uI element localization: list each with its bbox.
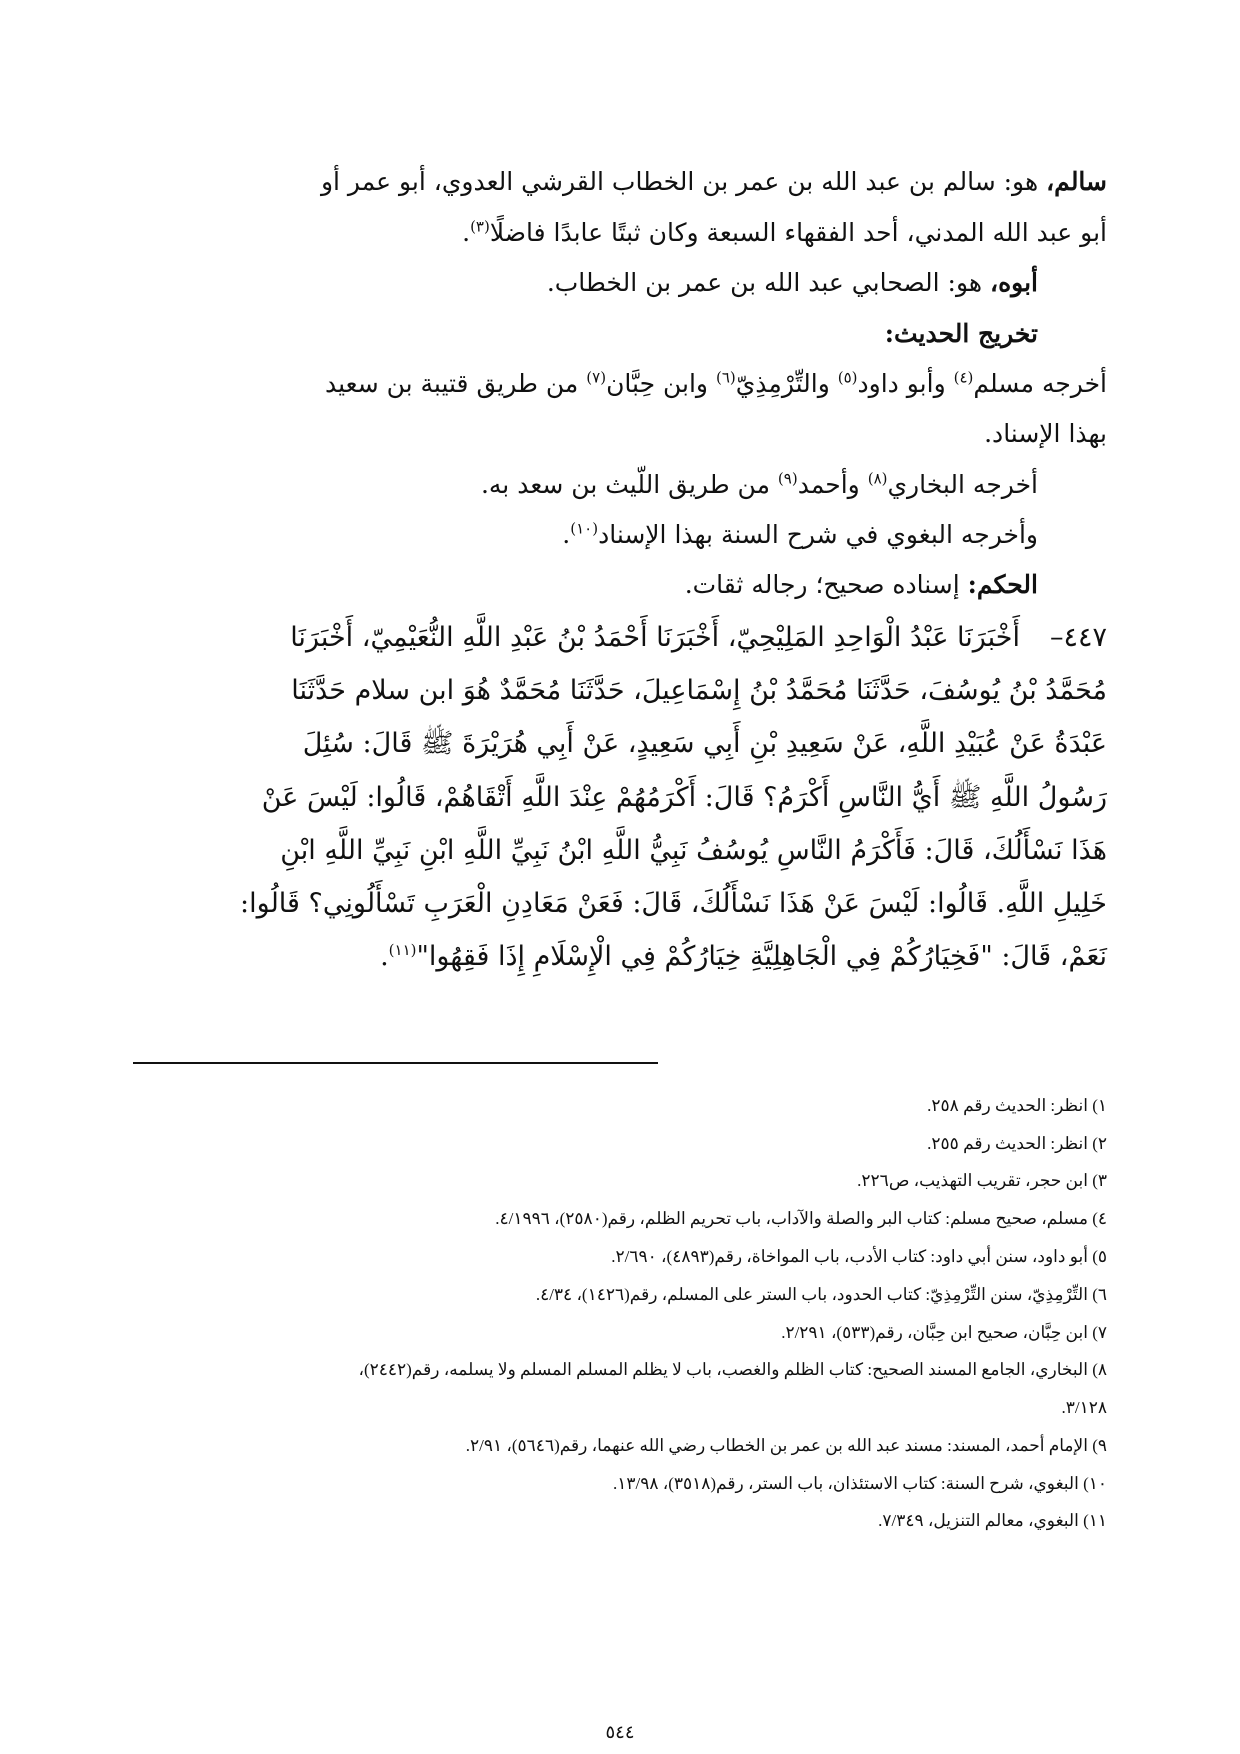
hadith-line-6: خَلِيلِ اللَّهِ. قَالُوا: لَيْسَ عَنْ هَذَا نَسْأَلُكَ، قَالَ: فَعَنْ مَعَادِنِ الْعَرَبِ تَسْأَلُونِي؟ قَالُوا:: [240, 888, 1107, 919]
takhrij-line-3: أخرجه البخاري$^{(٨)}$ وأحمد$^{(٩)}$ من طريق اللّيث بن سعد به.: [480, 469, 1038, 499]
footnote-ref-10[interactable]: (١٠): [570, 519, 599, 538]
page-number: ٥٤٤: [605, 1722, 635, 1742]
hadith-line-3: عَبْدَةُ عَنْ عُبَيْدِ اللَّهِ، عَنْ سَعِيدِ بْنِ أَبِي سَعِيدٍ، عَنْ أَبِي هُرَيْرَةَ ﷺ قَالَ: سُئِلَ: [302, 728, 1107, 759]
footnote-4: ٤) مسلم، صحيح مسلم: كتاب البر والصلة والآداب، باب تحريم الظلم، رقم(٢٥٨٠)، ٤/١٩٩٦.: [495, 1209, 1107, 1228]
takhrij-line-1: أخرجه مسلم$^{(٤)}$ وأبو داود$^{(٥)}$ والتِّرْمِذِيّ$^{(٦)}$ وابن حِبَّان$^{(٧)}$ من طريق قتيبة بن سعيد: [324, 368, 1107, 398]
footnote-8-continued: ٣/١٢٨.: [1061, 1398, 1107, 1417]
hadith-line-1: أَخْبَرَنَا عَبْدُ الْوَاحِدِ المَلِيْحِيّ، أَخْبَرَنَا أَحْمَدُ بْنُ عَبْدِ اللَّهِ النُّعَيْمِيّ، أَخْبَرَنَا: [290, 622, 1020, 653]
footnote-11: ١١) البغوي، معالم التنزيل، ٧/٣٤٩.: [878, 1511, 1107, 1530]
footnote-ref-8[interactable]: (٨): [867, 469, 888, 488]
father-line: [547, 263, 1038, 303]
salim-text-2: أبو عبد الله المدني، أحد الفقهاء السبعة وكان ثبتًا عابدًا فاضلًا: [489, 218, 1107, 247]
footnote-separator: [133, 1062, 658, 1064]
hukm-label: الحكم:: [967, 570, 1038, 599]
hadith-line-7: نَعَمْ، قَالَ: "فَخِيَارُكُمْ فِي الْجَاهِلِيَّةِ خِيَارُكُمْ فِي الْإِسْلَامِ إِذَا فَقِهُوا"$^{(١١)}$.: [380, 941, 1107, 972]
hadith-number: ٤٤٧–: [1049, 622, 1107, 653]
footnote-9: ٩) الإمام أحمد، المسند: مسند عبد الله بن عمر بن الخطاب رضي الله عنهما، رقم(٥٦٤٦)، ٢/٩١.: [465, 1436, 1107, 1455]
hadith-line-4: رَسُولُ اللَّهِ ﷺ أَيُّ النَّاسِ أَكْرَمُ؟ قَالَ: أَكْرَمُهُمْ عِنْدَ اللَّهِ أَتْقَاهُمْ، قَالُوا: لَيْسَ عَنْ: [261, 782, 1107, 813]
footnote-ref-4[interactable]: (٤): [953, 368, 974, 387]
footnote-ref-9[interactable]: (٩): [777, 469, 798, 488]
footnote-ref-5[interactable]: (٥): [837, 368, 858, 387]
salim-line-1: [132, 162, 1107, 202]
footnote-ref-6[interactable]: (٦): [715, 368, 736, 387]
footnote-ref-11[interactable]: (١١): [388, 941, 417, 959]
hadith-line-5: هَذَا نَسْأَلُكَ، قَالَ: فَأَكْرَمُ النَّاسِ يُوسُفُ نَبِيُّ اللَّهِ ابْنُ نَبِيِّ اللَّهِ ابْنِ نَبِيِّ اللَّهِ ابْنِ: [280, 835, 1107, 866]
takhrij-line-2: بهذا الإسناد.: [984, 419, 1107, 448]
salim-label: سالم،: [1046, 167, 1107, 196]
footnote-5: ٥) أبو داود، سنن أبي داود: كتاب الأدب، باب المواخاة، رقم(٤٨٩٣)، ٢/٦٩٠.: [611, 1247, 1107, 1266]
footnote-3: ٣) ابن حجر، تقريب التهذيب، ص٢٢٦.: [857, 1171, 1107, 1190]
salim-text-1: هو: سالم بن عبد الله بن عمر بن الخطاب القرشي العدوي، أبو عمر أو: [320, 167, 1047, 196]
footnote-ref-3[interactable]: (٣): [470, 217, 490, 236]
father-label: أبوه،: [990, 268, 1038, 297]
footnote-8: ٨) البخاري، الجامع المسند الصحيح: كتاب الظلم والغصب، باب لا يظلم المسلم المسلم ولا يسلمه، رقم(٢٤٤٢)،: [358, 1360, 1107, 1379]
footnote-1: ١) انظر: الحديث رقم ٢٥٨.: [927, 1096, 1107, 1115]
salim-line-2: أبو عبد الله المدني، أحد الفقهاء السبعة وكان ثبتًا عابدًا فاضلًا$^{(٣)}$.: [462, 217, 1107, 247]
footnote-10: ١٠) البغوي، شرح السنة: كتاب الاستئذان، باب الستر، رقم(٣٥١٨)، ١٣/٩٨.: [612, 1474, 1107, 1493]
footnote-2: ٢) انظر: الحديث رقم ٢٥٥.: [927, 1134, 1107, 1153]
hadith-line-2: مُحَمَّدُ بْنُ يُوسُفَ، حَدَّثَنَا مُحَمَّدُ بْنُ إِسْمَاعِيلَ، حَدَّثَنَا مُحَمَّدٌ هُوَ ابن سلام حَدَّثَنَا: [291, 675, 1107, 706]
takhrij-heading: تخريج الحديث:: [884, 319, 1038, 348]
hukm-line: [685, 565, 1038, 605]
footnote-ref-7[interactable]: (٧): [586, 368, 607, 387]
hukm-text: إسناده صحيح؛ رجاله ثقات.: [684, 570, 968, 599]
takhrij-line-4: وأخرجه البغوي في شرح السنة بهذا الإسناد$^{(١٠)}$.: [562, 519, 1038, 549]
father-text: هو: الصحابي عبد الله بن عمر بن الخطاب.: [546, 268, 990, 297]
footnote-6: ٦) التِّرْمِذِيّ، سنن التِّرْمِذِيّ: كتاب الحدود، باب الستر على المسلم، رقم(١٤٢٦)، ٤/٣٤.: [535, 1285, 1107, 1304]
footnote-7: ٧) ابن حِبَّان، صحيح ابن حِبَّان، رقم(٥٣٣)، ٢/٢٩١.: [781, 1323, 1107, 1342]
